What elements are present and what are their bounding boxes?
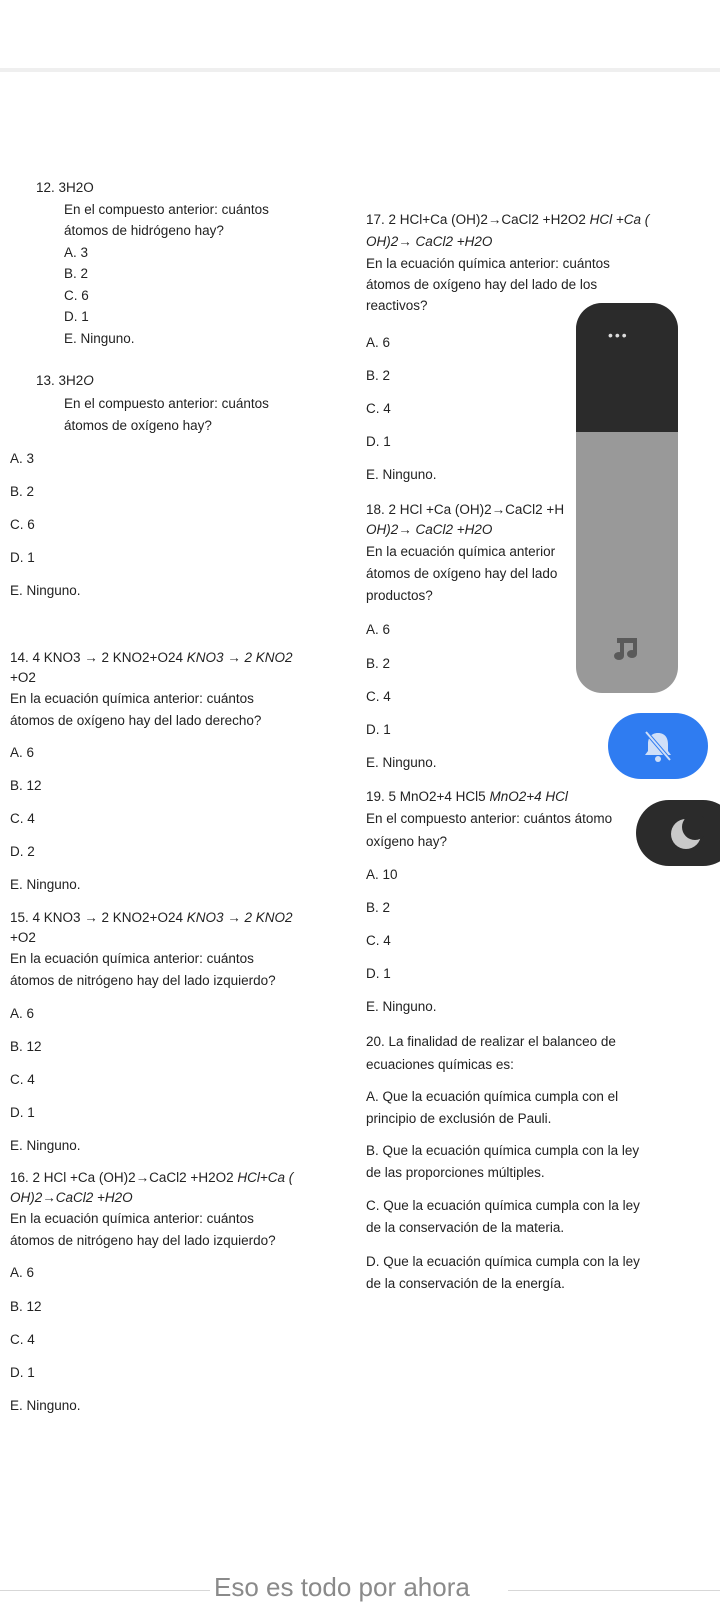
q16-equation bbox=[10, 1170, 293, 1186]
q17-option-c: C. 4 bbox=[366, 401, 391, 416]
q14-option-a: A. 6 bbox=[10, 745, 35, 760]
q14-text-1: En la ecuación química anterior: cuántos bbox=[10, 691, 254, 706]
q17-option-d: D. 1 bbox=[366, 434, 391, 449]
q14-option-e: E. Ninguno. bbox=[10, 877, 81, 892]
q12-text-2: átomos de hidrógeno hay? bbox=[64, 223, 224, 238]
q14-option-d: D. 2 bbox=[10, 844, 35, 859]
q20-option-b-2: de las proporciones múltiples. bbox=[366, 1165, 545, 1180]
q14-text-2: átomos de oxígeno hay del lado derecho? bbox=[10, 713, 262, 728]
q20-option-d-2: de la conservación de la energía. bbox=[366, 1276, 565, 1291]
q15-option-a: A. 6 bbox=[10, 1006, 35, 1021]
q20-text-1: 20. La finalidad de realizar el balanceo de bbox=[366, 1034, 616, 1049]
do-not-disturb-button[interactable] bbox=[636, 800, 720, 866]
q13-text-2: átomos de oxígeno hay? bbox=[64, 418, 212, 433]
q16-equation-plain: 16. 2 HCl +Ca (OH)2→CaCl2 +H2O2 bbox=[10, 1170, 238, 1185]
q17-option-a: A. 6 bbox=[366, 335, 391, 350]
q20-option-a-1: A. Que la ecuación química cumpla con el bbox=[366, 1089, 619, 1104]
q17-option-b: B. 2 bbox=[366, 368, 391, 383]
q15-equation-plain: 15. 4 KNO3 → 2 KNO2+O24 bbox=[10, 910, 187, 925]
q19-option-c: C. 4 bbox=[366, 933, 391, 948]
q12-option-c: C. 6 bbox=[64, 288, 89, 303]
q14-equation-italic: KNO3 → 2 KNO2 bbox=[186, 650, 293, 665]
q18-equation-2: OH)2→ CaCl2 +H2O bbox=[366, 522, 493, 537]
footer-divider-left bbox=[0, 1590, 210, 1591]
q16-text-1: En la ecuación química anterior: cuántos bbox=[10, 1211, 254, 1226]
q18-option-d: D. 1 bbox=[366, 722, 391, 737]
q20-option-c-2: de la conservación de la materia. bbox=[366, 1220, 565, 1235]
q12-option-a: A. 3 bbox=[64, 245, 89, 260]
music-note-icon bbox=[610, 631, 642, 668]
q16-option-b: B. 12 bbox=[10, 1299, 42, 1314]
q14-equation-plain: 14. 4 KNO3 → 2 KNO2+O24 bbox=[10, 650, 187, 665]
volume-slider-empty-track bbox=[576, 303, 678, 432]
q20-option-b-1: B. Que la ecuación química cumpla con la ley bbox=[366, 1143, 640, 1158]
q12-option-b: B. 2 bbox=[64, 266, 89, 281]
q19-equation bbox=[366, 789, 568, 805]
volume-slider[interactable] bbox=[576, 303, 678, 693]
q16-equation-italic: HCl+Ca ( bbox=[237, 1170, 294, 1185]
q15-equation-2: +O2 bbox=[10, 930, 36, 945]
q13-title-plain: 13. 3H2 bbox=[36, 373, 84, 388]
q15-equation-italic: KNO3 → 2 KNO2 bbox=[186, 910, 293, 925]
ring-mode-button[interactable] bbox=[608, 713, 708, 779]
footer-divider-right bbox=[508, 1590, 720, 1591]
top-divider bbox=[0, 68, 720, 72]
q16-option-d: D. 1 bbox=[10, 1365, 35, 1380]
q12-title: 12. 3H2O bbox=[36, 180, 94, 195]
q13-option-b: B. 2 bbox=[10, 484, 35, 499]
q16-option-c: C. 4 bbox=[10, 1332, 35, 1347]
q18-equation: 18. 2 HCl +Ca (OH)2→CaCl2 +H bbox=[366, 502, 565, 517]
q19-text-2: oxígeno hay? bbox=[366, 834, 448, 849]
q20-text-2: ecuaciones químicas es: bbox=[366, 1057, 514, 1072]
q14-equation-2: +O2 bbox=[10, 670, 36, 685]
q19-equation-italic: MnO2+4 HCl bbox=[489, 789, 568, 804]
q18-option-e: E. Ninguno. bbox=[366, 755, 437, 770]
q17-equation-2: OH)2→ CaCl2 +H2O bbox=[366, 234, 493, 249]
q13-option-d: D. 1 bbox=[10, 550, 35, 565]
q19-option-d: D. 1 bbox=[366, 966, 391, 981]
q17-text-2: átomos de oxígeno hay del lado de los bbox=[366, 277, 598, 292]
q16-text-2: átomos de nitrógeno hay del lado izquierdo? bbox=[10, 1233, 276, 1248]
q19-text-1: En el compuesto anterior: cuántos átomo bbox=[366, 811, 613, 826]
bell-muted-icon bbox=[638, 728, 678, 769]
q20-option-d-1: D. Que la ecuación química cumpla con la ley bbox=[366, 1254, 640, 1269]
q13-title bbox=[36, 373, 94, 389]
q16-option-e: E. Ninguno. bbox=[10, 1398, 81, 1413]
q13-option-e: E. Ninguno. bbox=[10, 583, 81, 598]
q14-option-c: C. 4 bbox=[10, 811, 35, 826]
q12-option-d: D. 1 bbox=[64, 309, 89, 324]
q15-option-c: C. 4 bbox=[10, 1072, 35, 1087]
q12-option-e: E. Ninguno. bbox=[64, 331, 135, 346]
top-bar bbox=[0, 0, 720, 68]
q18-text-3: productos? bbox=[366, 588, 433, 603]
q18-text-1: En la ecuación química anterior bbox=[366, 544, 556, 559]
moon-icon bbox=[668, 816, 704, 857]
q19-equation-plain: 19. 5 MnO2+4 HCl5 bbox=[366, 789, 490, 804]
q18-text-2: átomos de oxígeno hay del lado bbox=[366, 566, 558, 581]
q19-option-b: B. 2 bbox=[366, 900, 391, 915]
q16-option-a: A. 6 bbox=[10, 1265, 35, 1280]
q18-option-b: B. 2 bbox=[366, 656, 391, 671]
q17-text-1: En la ecuación química anterior: cuántos bbox=[366, 256, 610, 271]
q13-option-a: A. 3 bbox=[10, 451, 35, 466]
q12-text-1: En el compuesto anterior: cuántos bbox=[64, 202, 269, 217]
q20-option-c-1: C. Que la ecuación química cumpla con la ley bbox=[366, 1198, 640, 1213]
q18-option-c: C. 4 bbox=[366, 689, 391, 704]
footer-text: Eso es todo por ahora bbox=[214, 1572, 470, 1602]
q13-text-1: En el compuesto anterior: cuántos bbox=[64, 396, 269, 411]
q17-equation-plain: 17. 2 HCl+Ca (OH)2→CaCl2 +H2O2 bbox=[366, 212, 590, 227]
q15-option-d: D. 1 bbox=[10, 1105, 35, 1120]
q15-equation bbox=[10, 910, 293, 926]
q15-text-2: átomos de nitrógeno hay del lado izquierdo? bbox=[10, 973, 276, 988]
q17-option-e: E. Ninguno. bbox=[366, 467, 437, 482]
q17-text-3: reactivos? bbox=[366, 298, 428, 313]
q15-text-1: En la ecuación química anterior: cuántos bbox=[10, 951, 254, 966]
q20-option-a-2: principio de exclusión de Pauli. bbox=[366, 1111, 552, 1126]
q13-option-c: C. 6 bbox=[10, 517, 35, 532]
q15-option-e: E. Ninguno. bbox=[10, 1138, 81, 1153]
q14-equation bbox=[10, 650, 293, 666]
q17-equation bbox=[366, 212, 649, 228]
q15-option-b: B. 12 bbox=[10, 1039, 42, 1054]
q16-equation-2: OH)2→CaCl2 +H2O bbox=[10, 1190, 133, 1205]
q19-option-e: E. Ninguno. bbox=[366, 999, 437, 1014]
q14-option-b: B. 12 bbox=[10, 778, 42, 793]
q13-title-italic: O bbox=[83, 373, 94, 388]
q18-option-a: A. 6 bbox=[366, 622, 391, 637]
more-options-icon[interactable]: ••• bbox=[608, 327, 629, 343]
q19-option-a: A. 10 bbox=[366, 867, 398, 882]
q17-equation-italic: HCl +Ca ( bbox=[589, 212, 650, 227]
